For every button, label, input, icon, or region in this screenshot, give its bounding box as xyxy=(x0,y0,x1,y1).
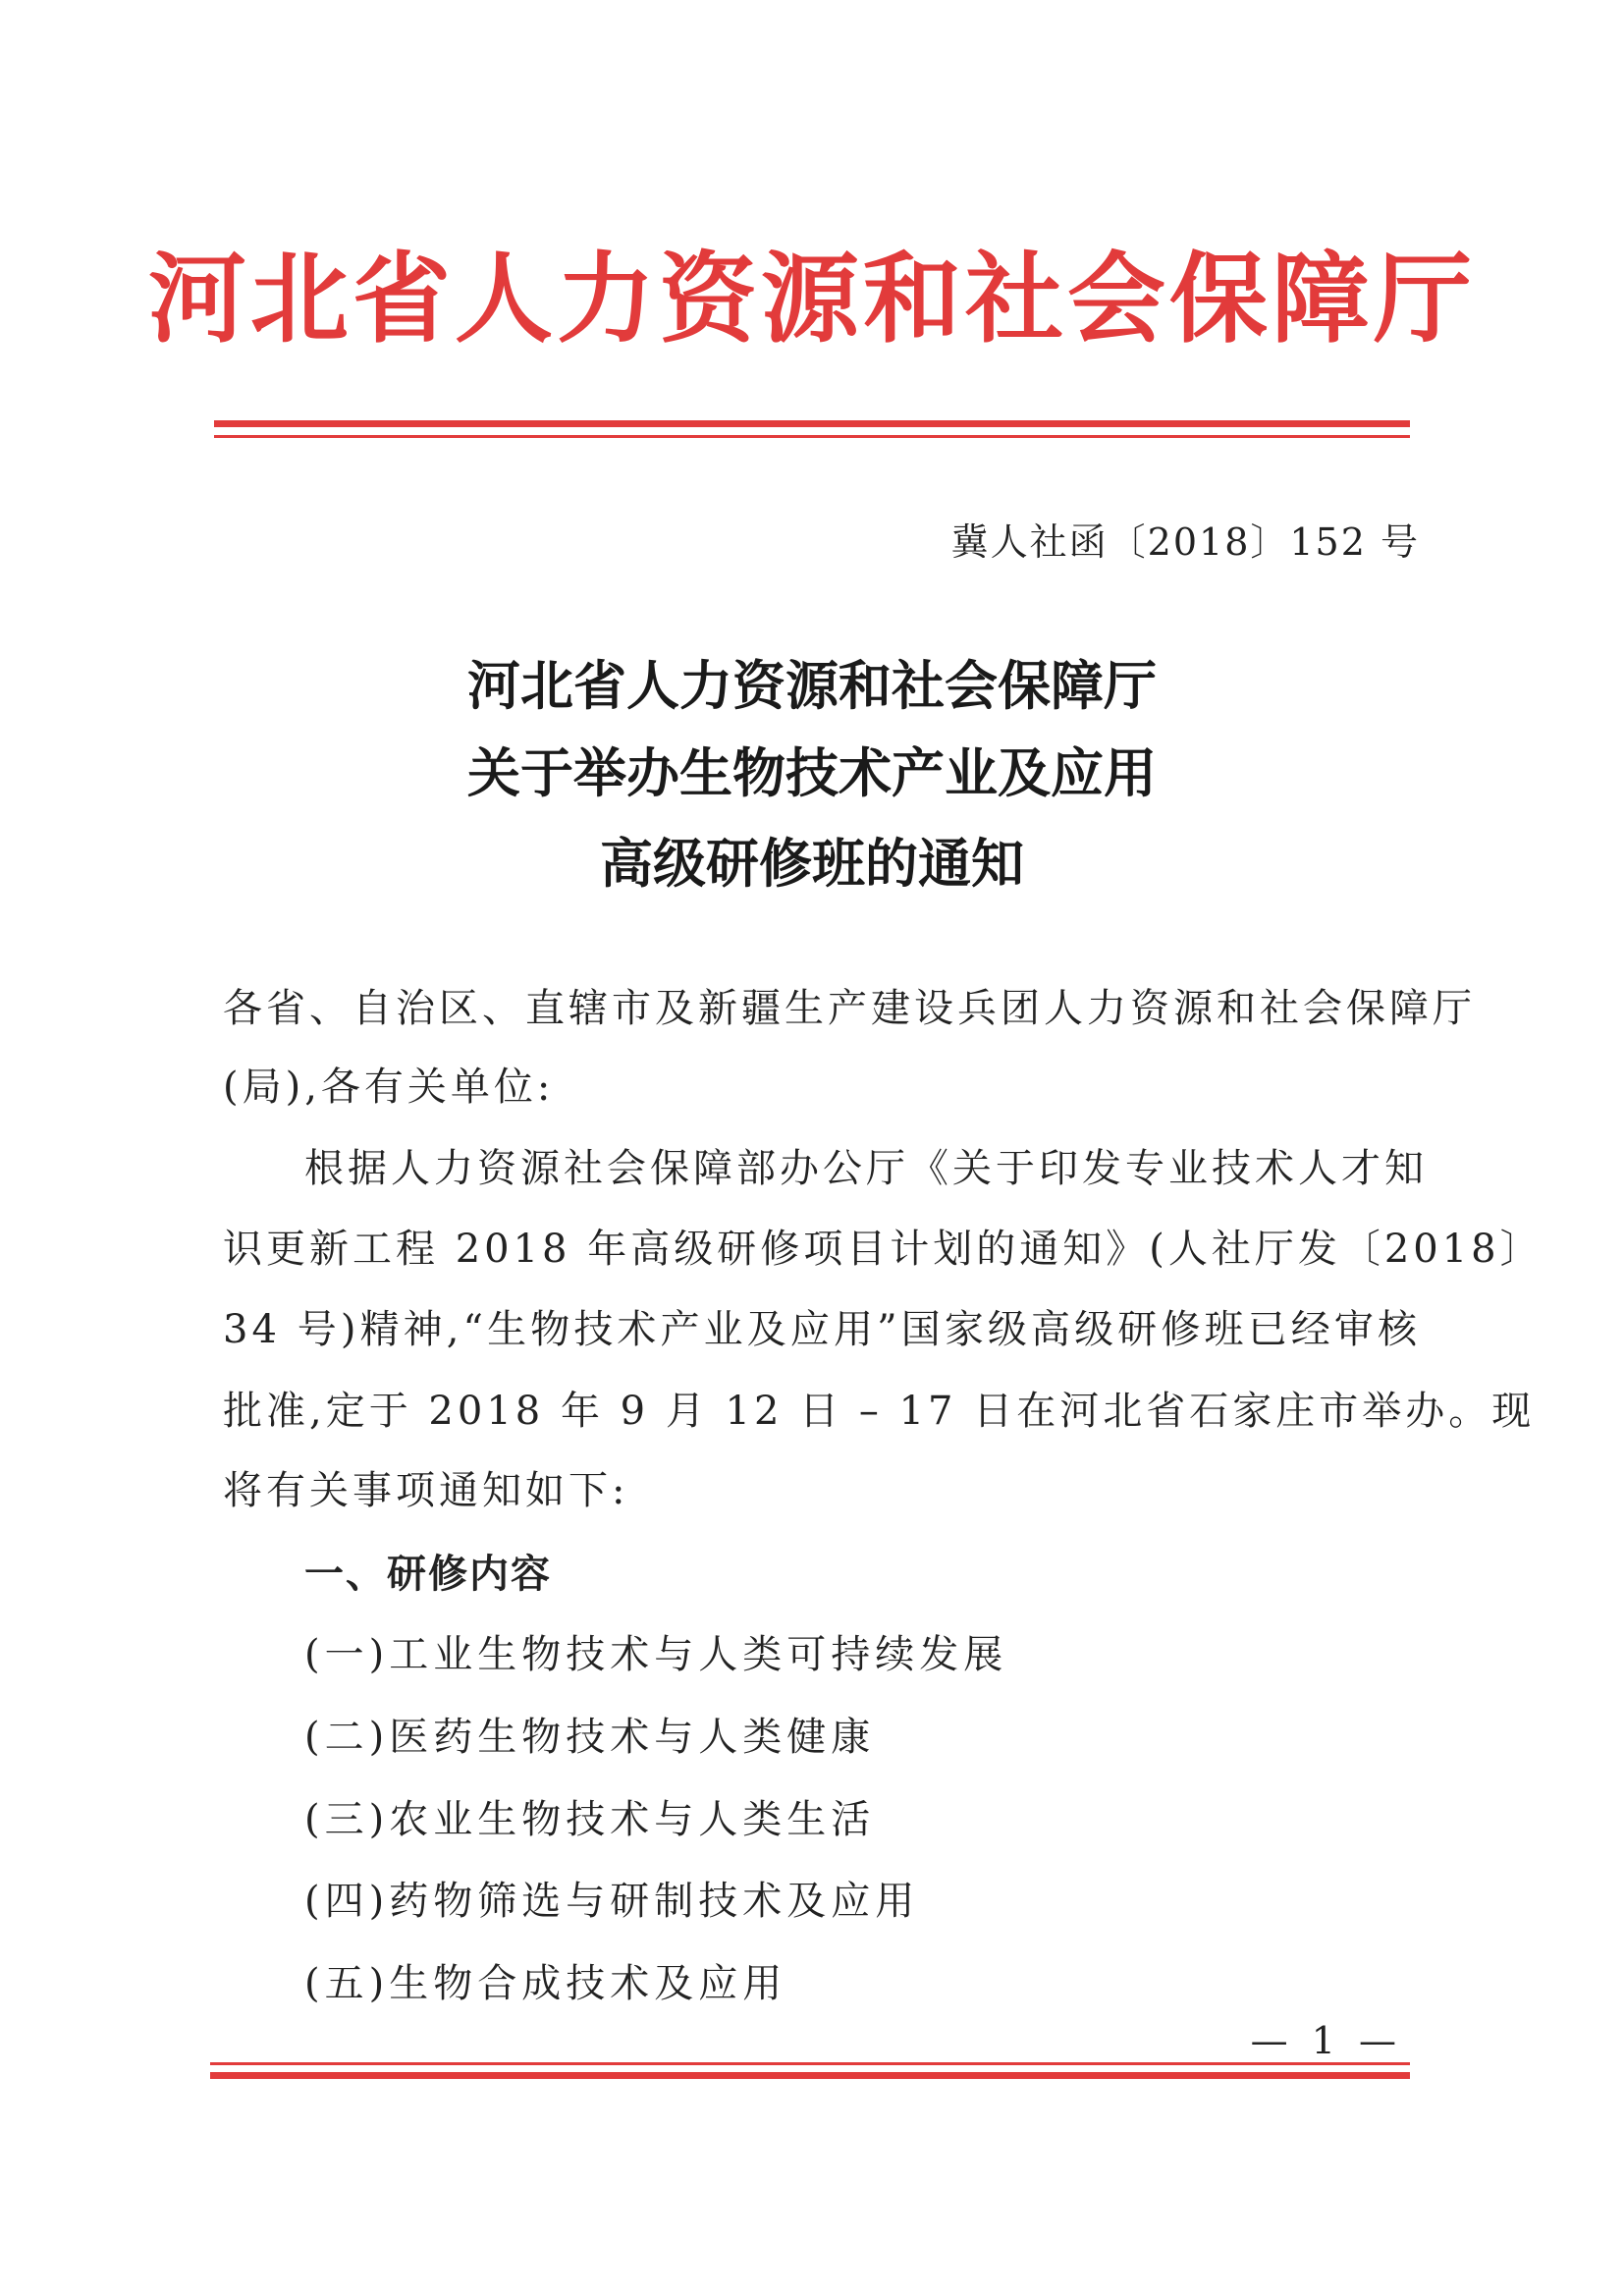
list-item: (三)农业生物技术与人类生活 xyxy=(304,1797,876,1842)
salutation-line-2: (局),各有关单位: xyxy=(223,1065,555,1110)
section-heading: 一、研修内容 xyxy=(304,1552,552,1597)
letterhead-title: 河北省人力资源和社会保障厅 xyxy=(148,242,1476,356)
footer-rule-thin xyxy=(210,2062,1410,2065)
doc-title-line-2: 关于举办生物技术产业及应用 xyxy=(467,742,1157,804)
intro-line-2: 识更新工程 2018 年高级研修项目计划的通知》(人社厅发〔2018〕 xyxy=(223,1227,1543,1272)
intro-line-5: 将有关事项通知如下: xyxy=(223,1468,629,1513)
intro-line-4: 批准,定于 2018 年 9 月 12 日 – 17 日在河北省石家庄市举办。现 xyxy=(223,1389,1536,1434)
intro-line-3: 34 号)精神,“生物技术产业及应用”国家级高级研修班已经审核 xyxy=(223,1307,1421,1352)
letterhead-rule-thin xyxy=(214,435,1410,438)
intro-line-1: 根据人力资源社会保障部办公厅《关于印发专业技术人才知 xyxy=(304,1146,1428,1191)
document-number: 冀人社函〔2018〕152 号 xyxy=(950,520,1420,564)
footer-rule-thick xyxy=(210,2072,1410,2079)
list-item: (二)医药生物技术与人类健康 xyxy=(304,1715,876,1760)
list-item: (五)生物合成技术及应用 xyxy=(304,1961,787,2006)
letterhead-rule-thick xyxy=(214,420,1410,427)
salutation-line-1: 各省、自治区、直辖市及新疆生产建设兵团人力资源和社会保障厅 xyxy=(223,986,1476,1031)
page-number: — 1 — xyxy=(1250,2019,1402,2062)
list-item: (四)药物筛选与研制技术及应用 xyxy=(304,1879,920,1924)
doc-title-line-1: 河北省人力资源和社会保障厅 xyxy=(467,655,1157,717)
doc-title-line-3: 高级研修班的通知 xyxy=(600,833,1024,895)
list-item: (一)工业生物技术与人类可持续发展 xyxy=(304,1632,1008,1677)
